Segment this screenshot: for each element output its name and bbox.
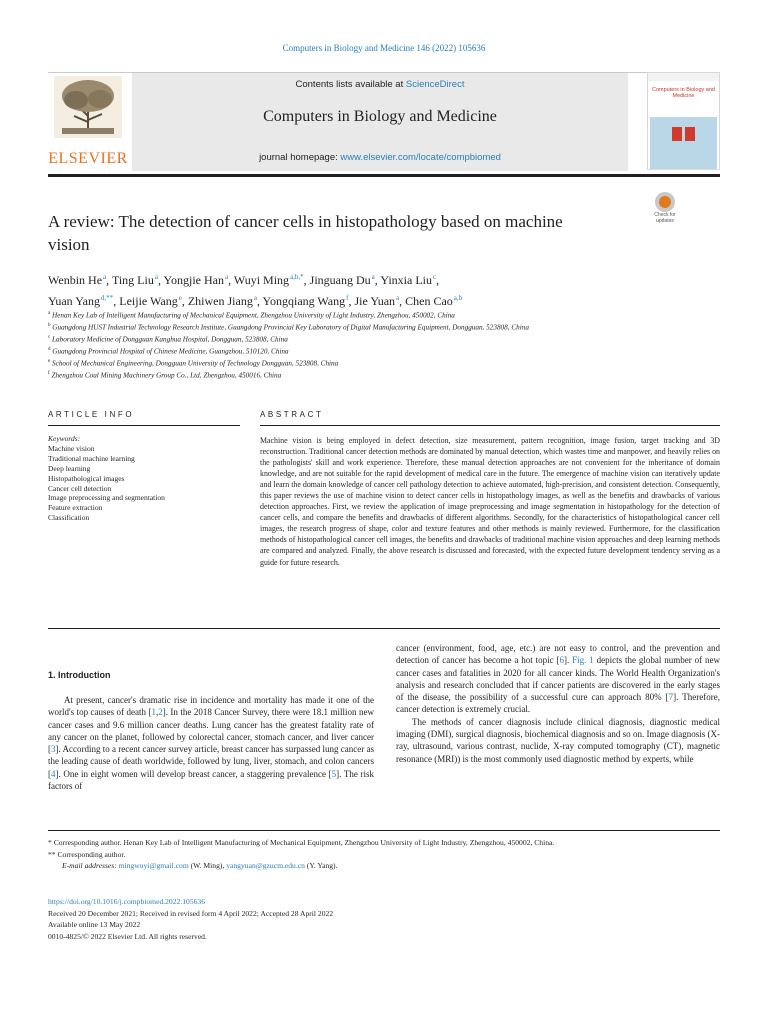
author-name[interactable]: Chen Cao$^{a,b}$: [405, 294, 463, 308]
keyword-item: Traditional machine learning: [48, 453, 135, 463]
author-name[interactable]: Yuan Yang$^{d,**}$: [48, 294, 114, 308]
author-name[interactable]: Wuyi Ming$^{a,b,*}$: [233, 273, 304, 287]
contents-prefix: Contents lists available at: [295, 79, 406, 90]
homepage-label: journal homepage:: [259, 152, 341, 163]
cover-image: [650, 117, 717, 169]
author-name[interactable]: Wenbin He$^a$: [48, 273, 107, 287]
keyword-item: Image preprocessing and segmentation: [48, 493, 165, 503]
masthead-bottom-rule: [48, 174, 720, 177]
keyword-item: Feature extraction: [48, 503, 103, 513]
affiliation-marker[interactable]: c: [433, 273, 437, 281]
email-link[interactable]: mingwuyi@gmail.com: [118, 861, 189, 871]
publisher-wordmark: ELSEVIER: [48, 150, 128, 167]
author-line-2: Yuan Yang$^{d,**}$, Leijie Wang$^e$, Zhiwen Jiang$^a$, Yongqiang Wang$^f$, Jie Yuan$^a$, Chen Cao$^{a,b}$: [48, 294, 463, 308]
cover-title: Computers in Biology and Medicine: [652, 87, 715, 99]
intro-paragraph-1: At present, cancer's dramatic rise in incidence and mortality has made it one of the world's top causes of death [1,2]. In the 2018 Cancer Survey, there were 18.1 million new cancer cases and 9.6 million cancer deaths. Lung cancer has the greatest fatality rate of any cancer on the planet, followed by colorectal cancer, stomach cancer, and liver cancer [3]. According to a recent cancer survey article, breast cancer has surpassed lung cancer as the leading cause of death worldwide, followed by lung, liver, stomach, and colon cancers [4]. One in eight women will develop breast cancer, a staggering prevalence [5]. The risk factors of: [48, 695, 375, 792]
introduction-heading: 1. Introduction: [48, 670, 111, 680]
affiliation-item: $^d$ Guangdong Provincial Hospital of Chinese Medicine, Guangzhou, 510120, China: [48, 346, 289, 356]
keyword-item: Machine vision: [48, 443, 95, 453]
author-name[interactable]: Jinguang Du$^a$: [309, 273, 375, 287]
intro-paragraph-1-cont: cancer (environment, food, age, etc.) are not easy to control, and the prevention and detection of cancer has become a hot topic [6]. Fig. 1 depicts the global number of new cancer cases and fatalities in 2020 for all cancer kinds. The World Health Organization's analysis and research concluded that if cancer patients are discovered in the early stages of the disease, the possibility of a successful cure can approach 80% [7]. Therefore, cancer detection is extremely crucial.: [396, 643, 721, 715]
received-dates: Received 20 December 2021; Received in revised form 4 April 2022; Accepted 28 April 2022: [48, 908, 334, 918]
abstract-text: Machine vision is being employed in defect detection, size measurement, pattern recognition, image fusion, target tracking and 3D reconstruction. Traditional cancer detection methods are dominated by manual detection, which wastes time and manpower, and heavily relies on the pathologists' skill and work experience. Therefore, these manual detection approaches are not convenient for the inheritance of domain knowledge, and are not suitable for the rapid development of medical care in the future. The emergence of machine vision can iteratively update and learn the domain knowledge of cancer cell pathology detection to achieve automated, high-precision, and consistent detection. Consequently, this paper reviews the use of machine vision to detect cancer cells in histopathology images, as well as the benefits and drawbacks of various detection approaches. First, we review the application of image preprocessing and image segmentation in histopathology for the detection of cancer cells, and compare the benefits and drawbacks of different algorithms. Secondly, for the characteristics of histopathological cancer cell images, the research progress of shape, color and texture features and other methods is mainly reviewed. Furthermore, for the classification methods of histopathological cancer cell images, the benefits and drawbacks of traditional machine vision approaches and deep learning methods are compared and analyzed. Finally, the above research is discussed and forecasted, with the expected future development tendency serving as a guide for future research.: [260, 436, 720, 567]
body-column-right: [396, 642, 720, 765]
affiliation-marker[interactable]: a: [396, 294, 400, 302]
affiliation-item: $^a$ Henan Key Lab of Intelligent Manufacturing of Mechanical Equipment, Zhengzhou University of Light Industry, Zhengzhou, 450002, China: [48, 311, 455, 320]
affiliation-item: $^b$ Guangdong HUST Industrial Technology Research Institute, Guangdong Provincial Key Laboratory of Digital Manufacturing Equipment, Dongguan, 523808, China: [48, 322, 529, 332]
elsevier-tree-icon: [54, 76, 122, 138]
footnote-rule: [48, 830, 720, 831]
doi-link[interactable]: https://doi.org/10.1016/j.compbiomed.2022.105636: [48, 897, 206, 906]
email-link[interactable]: yangyuan@gzucm.edu.cn: [226, 861, 305, 871]
footnote-emails: E-mail addresses: mingwuyi@gmail.com (W. Ming), yangyuan@gzucm.edu.cn (Y. Yang).: [62, 861, 338, 871]
affiliation-marker[interactable]: d,**: [101, 294, 114, 302]
affiliation-marker[interactable]: f: [346, 294, 349, 302]
running-head-citation[interactable]: Computers in Biology and Medicine 146 (2022) 105636: [282, 43, 486, 53]
copyright-line: 0010-4825/© 2022 Elsevier Ltd. All rights reserved.: [48, 931, 207, 941]
ref-link[interactable]: 1: [151, 707, 156, 718]
author-name[interactable]: Leijie Wang$^e$: [119, 294, 182, 308]
check-updates-icon-center: [659, 196, 671, 208]
keyword-list: [48, 444, 238, 523]
footnote-corresponding-2: ** Corresponding author.: [48, 849, 126, 859]
abstract-heading: ABSTRACT: [260, 410, 324, 419]
ref-link[interactable]: 6: [559, 655, 564, 666]
author-name[interactable]: Ting Liu$^a$: [111, 273, 158, 287]
journal-title: Computers in Biology and Medicine: [263, 108, 497, 125]
keyword-item: Histopathological images: [48, 473, 125, 483]
author-name[interactable]: Yinxia Liu$^c$: [380, 273, 437, 287]
footnotes: [48, 837, 720, 872]
body-column-left: [48, 694, 374, 792]
journal-cover-thumbnail[interactable]: [647, 72, 720, 170]
footnote-corresponding-1: * Corresponding author. Henan Key Lab of Intelligent Manufacturing of Mechanical Equipment, Zhengzhou University of Light Industry, Zhengzhou, 450002, China.: [48, 838, 555, 847]
author-name[interactable]: Yongqiang Wang$^f$: [262, 294, 349, 308]
author-name[interactable]: Jie Yuan$^a$: [354, 294, 400, 308]
journal-homepage-link[interactable]: www.elsevier.com/locate/compbiomed: [340, 152, 501, 163]
author-list: [48, 268, 728, 310]
abstract-rule: [260, 425, 720, 426]
ref-link[interactable]: 5: [331, 768, 337, 779]
affiliation-list: [48, 309, 728, 381]
article-title: A review: The detection of cancer cells in histopathology based on machine vision: [48, 212, 563, 254]
affiliation-marker[interactable]: e: [178, 294, 182, 302]
author-name[interactable]: Zhiwen Jiang$^a$: [187, 294, 257, 308]
available-online: Available online 13 May 2022: [48, 920, 141, 930]
ref-link[interactable]: 7: [668, 692, 674, 703]
keywords-label: Keywords:: [48, 434, 81, 443]
affiliation-marker[interactable]: a: [224, 273, 229, 281]
abstract-end-rule: [48, 628, 720, 629]
check-for-updates-badge[interactable]: [647, 192, 683, 228]
publication-info: [48, 896, 720, 942]
affiliation-item: $^e$ School of Mechanical Engineering, Dongguan University of Technology Dongguan, 523808, China: [48, 358, 339, 368]
affiliation-marker[interactable]: a: [154, 273, 158, 281]
affiliation-item: $^f$ Zhengzhou Coal Mining Machinery Group Co., Ltd, Zhengzhou, 450016, China: [48, 370, 282, 380]
email-label: E-mail addresses:: [62, 861, 119, 871]
affiliation-marker[interactable]: a: [371, 273, 375, 281]
keyword-item: Deep learning: [48, 463, 91, 473]
affiliation-marker[interactable]: a,b,*: [290, 273, 304, 281]
ref-link[interactable]: 2: [158, 707, 163, 718]
affiliation-marker[interactable]: a: [103, 273, 107, 281]
author-name[interactable]: Yongjie Han$^a$: [163, 273, 229, 287]
journal-homepage-line: [132, 152, 628, 163]
article-info-rule: [48, 425, 240, 426]
article-info-heading: ARTICLE INFO: [48, 410, 135, 419]
ref-link[interactable]: 4: [51, 768, 56, 779]
keyword-item: Classification: [48, 513, 90, 523]
cover-header-strip: [648, 73, 719, 81]
intro-paragraph-2: The methods of cancer diagnosis include clinical diagnosis, diagnostic medical imaging (DMI), surgical diagnosis, biochemical diagnosis and so on. Image diagnosis (X-ray, ultrasound, various contrast, nuclide, X-ray computed tomography (CT), magnetic resonance (MRI)) is the most commonly used diagnostic method by experts, while: [396, 716, 720, 764]
ref-link[interactable]: 3: [51, 744, 56, 755]
affiliation-marker[interactable]: a: [253, 294, 257, 302]
affiliation-marker[interactable]: a,b: [453, 294, 463, 302]
affiliation-item: $^c$ Laboratory Medicine of Dongguan Kanghua Hospital, Dongguan, 523808, China: [48, 334, 288, 344]
elsevier-logo[interactable]: [48, 72, 128, 168]
keyword-item: Cancer cell detection: [48, 483, 112, 493]
figure-link[interactable]: Fig. 1: [572, 655, 594, 666]
keywords-block: [48, 434, 238, 523]
contents-line: [132, 79, 628, 90]
sciencedirect-link[interactable]: ScienceDirect: [405, 79, 465, 90]
check-updates-label: Check for updates: [654, 212, 676, 224]
author-line-1: Wenbin He$^a$, Ting Liu$^a$, Yongjie Han$^a$, Wuyi Ming$^{a,b,*}$, Jinguang Du$^a$, Yinxia Liu$^c$,: [48, 273, 440, 287]
